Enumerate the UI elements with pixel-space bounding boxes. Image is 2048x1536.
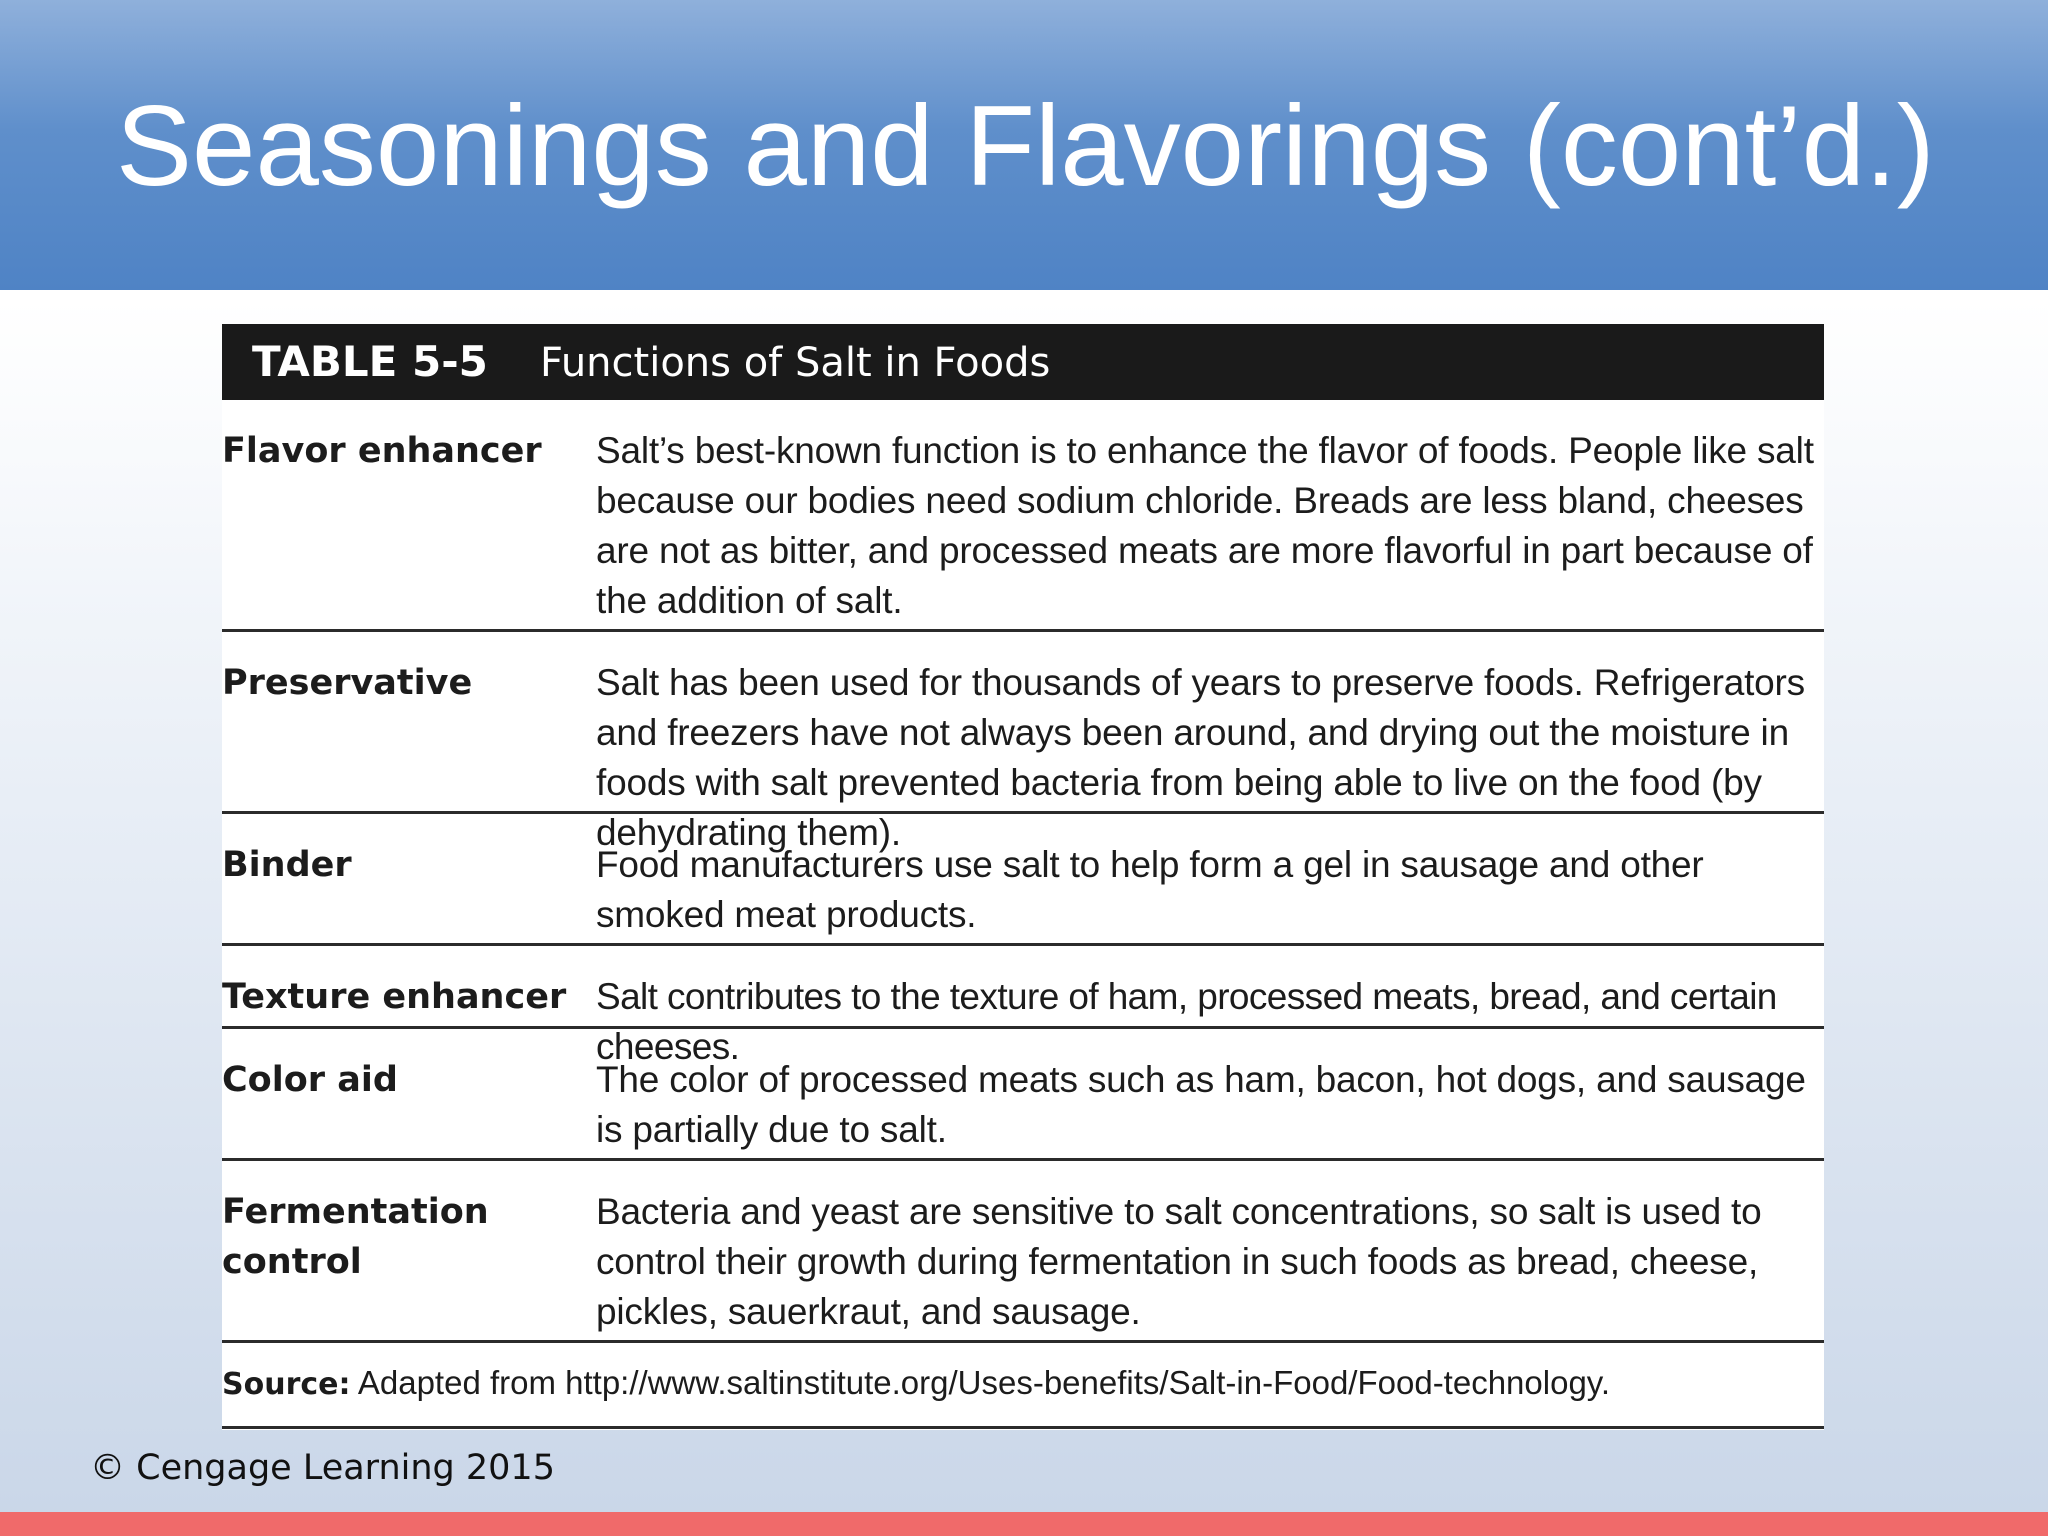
table-row-flavor-enhancer	[222, 400, 1824, 632]
table-source	[222, 1360, 1824, 1408]
bottom-accent-bar	[0, 1512, 2048, 1536]
table-row-fermentation-control	[222, 1161, 1824, 1343]
row-description: Salt contributes to the texture of ham, processed meats, bread, and certain cheeses.	[596, 976, 1777, 1067]
table-row-preservative	[222, 632, 1824, 853]
table-bottom-rule	[222, 1426, 1824, 1429]
row-term: Texture enhancer	[222, 977, 567, 1017]
row-description: Bacteria and yeast are sensitive to salt concentrations, so salt is used to control their growth during fermentation in such foods as bread, cheese, pickles, sauerkraut, and sausage.	[596, 1191, 1762, 1332]
source-text: Adapted from http://www.saltinstitute.org/Uses-benefits/Salt-in-Food/Food-technology.	[357, 1364, 1611, 1401]
row-description: The color of processed meats such as ham, bacon, hot dogs, and sausage is partially due to salt.	[596, 1059, 1806, 1150]
copyright-notice: © Cengage Learning 2015	[90, 1448, 555, 1488]
row-description: Food manufacturers use salt to help form a gel in sausage and other smoked meat products.	[596, 844, 1704, 935]
row-term: Preservative	[222, 663, 473, 703]
table-row-color-aid	[222, 1029, 1824, 1161]
row-description: Salt has been used for thousands of years to preserve foods. Refrigerators and freezers have not always been around, and drying out the moisture in foods with salt prevented bacteria from being able to live on the food (by dehydrating them).	[596, 662, 1805, 853]
row-term: Flavor enhancer	[222, 431, 542, 471]
salt-functions-table	[222, 324, 1824, 1430]
table-row-binder	[222, 814, 1824, 946]
row-term: Color aid	[222, 1060, 398, 1100]
table-row-texture-enhancer	[222, 946, 1824, 1067]
table-header	[222, 324, 1824, 400]
table-number: TABLE 5-5	[252, 337, 488, 386]
table-caption: Functions of Salt in Foods	[540, 340, 1051, 386]
row-term: Fermentation control	[222, 1192, 489, 1282]
row-term: Binder	[222, 845, 352, 885]
slide-title: Seasonings and Flavorings (cont’d.)	[116, 83, 1935, 210]
source-label: Source:	[222, 1367, 351, 1402]
row-description: Salt’s best-known function is to enhance the flavor of foods. People like salt because our bodies need sodium chloride. Breads are less bland, cheeses are not as bitter, and processed meats are more flavorful in part because of the addition of salt.	[596, 430, 1814, 621]
